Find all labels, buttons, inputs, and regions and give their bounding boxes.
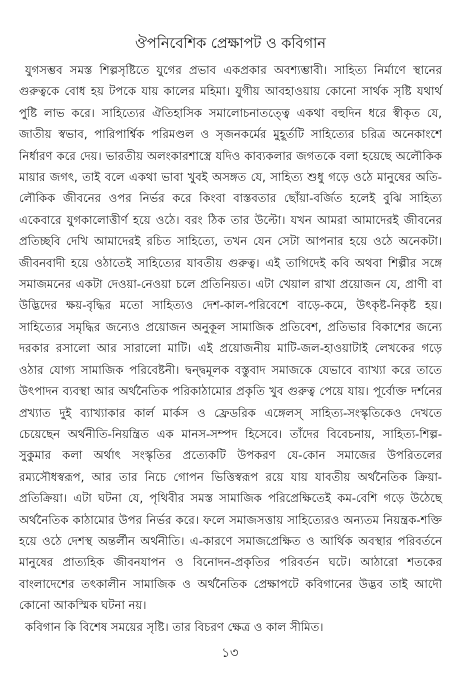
body-text	[19, 60, 442, 638]
paragraph-1: যুগসম্ভব সমস্ত শিল্পসৃষ্টিতে যুগের প্রভাব একপ্রকার অবশ্যম্ভাবী। সাহিত্য নির্মাণে স্থানের গুরুত্বকে বোধ হয় টপকে যায় কালের মহিমা। যুগীয় আবহাওয়ায় কোনো সার্থক সৃষ্টি যথার্থ পুষ্টি লাভ করে। সাহিত্যের ঐতিহাসিক সমালোচনাতত্ত্বে একথা বহুদিন ধরে স্বীকৃত যে, জাতীয় স্বভাব, পারিপার্শ্বিক পরিমণ্ডল ও সৃজনকর্মের মুহূর্তটি সাহিত্যের চরিত্র অনেকাংশে নির্ধারণ করে দেয়। ভারতীয় অলংকারশাস্ত্রে যদিও কাব্যকলার জগতকে বলা হয়েছে অলৌকিক মায়ার জগৎ, তাই বলে একথা ভাবা খুবই অসঙ্গত যে, সাহিত্য শুধু গড়ে ওঠে মানুষের অতি-লৌকিক জীবনের ওপর নির্ভর করে কিংবা বাস্তবতার ছোঁয়া-বর্জিত হলেই বুঝি সাহিত্য একেবারে যুগকালোত্তীর্ণ হয়ে ওঠে। বরং ঠিক তার উল্টো। যখন আমরা আমাদেরই জীবনের প্রতিচ্ছবি দেখি আমাদেরই রচিত সাহিত্যে, তখন যেন সেটা আপনার হয়ে ওঠে অনেকটা। জীবনবাদী হয়ে ওঠাতেই সাহিত্যের যাবতীয় গুরুত্ব। এই তাগিদেই কবি অথবা শিল্পীর সঙ্গে সমাজমনের একটা দেওয়া-নেওয়া চলে প্রতিনিয়ত। এটা খেয়াল রাখা প্রয়োজন যে, প্রাণী বা উদ্ভিদের ক্ষয়-বৃদ্ধির মতো সাহিত্যও দেশ-কাল-পরিবেশে বাড়ে-কমে, উৎকৃষ্ট-নিকৃষ্ট হয়। সাহিত্যের সমৃদ্ধির জন্যেও প্রয়োজন অনুকূল সামাজিক প্রতিবেশ, প্রতিভার বিকাশের জন্যে দরকার রসালো আর সারালো মাটি। এই প্রয়োজনীয় মাটি-জল-হাওয়াটাই লেখকের গড়ে ওঠার যোগ্য সামাজিক পরিবেষ্টনী। দ্বন্দ্বমূলক বস্তুবাদ সমাজকে যেভাবে ব্যাখ্যা করে তাতে উৎপাদন ব্যবস্থা আর অর্থনৈতিক পরিকাঠামোর প্রকৃতি খুব গুরুত্ব পেয়ে যায়। পূর্বোক্ত দর্শনের প্রখ্যাত দুই ব্যাখ্যাকার কার্ল মার্কস ও ফ্রেডরিক এঙ্গেলস্ সাহিত্য-সংস্কৃতিকেও দেখতে চেয়েছেন অর্থনীতি-নিয়ন্ত্রিত এক মানস-সম্পদ হিসেবে। তাঁদের বিবেচনায়, সাহিত্য-শিল্প-সুকুমার কলা অর্থাৎ সংস্কৃতির প্রত্যেকটি উপকরণ যে-কোন সমাজের উপরিতলের রম্যসৌধস্বরূপ, আর তার নিচে গোপন ভিত্তিস্বরূপ রয়ে যায় যাবতীয় অর্থনৈতিক ক্রিয়া-প্রতিক্রিয়া। এটা ঘটনা যে, পৃথিবীর সমস্ত সামাজিক পরিপ্রেক্ষিতেই কম-বেশি গড়ে উঠেছে অর্থনৈতিক কাঠামোর উপর নির্ভর করে। ফলে সমাজসত্তায় সাহিত্যেরও অন্যতম নিয়ন্ত্রক-শক্তি হয়ে ওঠে দেশস্থ অন্তর্লীন অর্থনীতি। এ-কারণে সমাজপ্রেক্ষিত ও আর্থিক অবস্থার পরিবর্তনে মানুষের প্রাত্যহিক জীবনযাপন ও বিনোদন-প্রকৃতির পরিবর্তন ঘটে। আঠারো শতকের বাংলাদেশের তৎকালীন সামাজিক ও অর্থনৈতিক প্রেক্ষাপটে কবিগানের উদ্ভব তাই আদৌ কোনো আকস্মিক ঘটনা নয়।	[19, 63, 442, 613]
page-title: ঔপনিবেশিক প্রেক্ষাপট ও কবিগান	[135, 36, 326, 52]
page-number: ১৩	[221, 646, 239, 661]
paragraph-2: কবিগান কি বিশেষ সময়ের সৃষ্টি। তার বিচরণ ক্ষেত্র ও কাল সীমিত।	[25, 619, 324, 634]
